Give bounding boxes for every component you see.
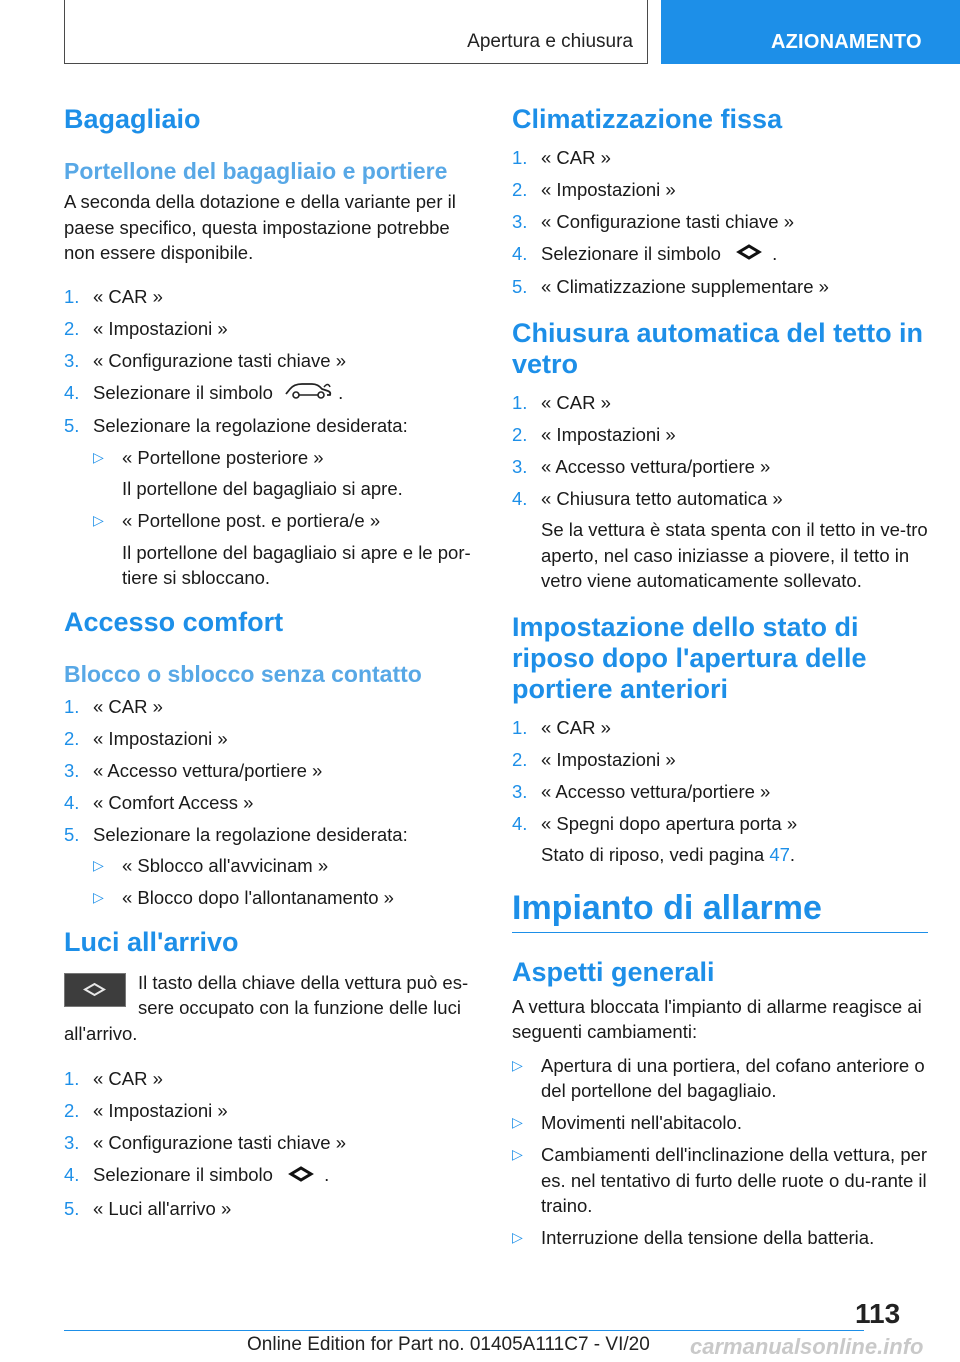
left-column <box>64 98 476 1228</box>
luci-steps <box>64 1066 476 1221</box>
list-item: 5. « Luci all'arrivo » <box>64 1197 232 1219</box>
bagagliaio-options <box>93 445 476 591</box>
heading-climatizzazione: Climatizzazione fissa <box>512 104 783 134</box>
list-item: ▷ Movimenti nell'abitacolo. <box>512 1110 928 1136</box>
list-item: 1. « CAR » <box>512 716 611 738</box>
allarme-intro: A vettura bloccata l'impianto di allarme reagisce ai seguenti cambiamenti: <box>512 995 922 1043</box>
watermark: carmanualsonline.info <box>690 1334 924 1359</box>
bagagliaio-intro: A seconda della dotazione e della variante per il paese specifico, questa impostazione potrebbe non essere disponibile. <box>64 191 456 263</box>
triangle-bullet-icon: ▷ <box>93 512 104 529</box>
list-item: ▷ « Portellone posteriore » Il portellone del bagagliaio si apre. <box>93 446 403 500</box>
footer-rule <box>64 1330 864 1331</box>
subheading-blocco: Blocco o sblocco senza contatto <box>64 660 422 687</box>
list-item: 2. « Impostazioni » <box>512 748 676 770</box>
right-column <box>512 98 928 1257</box>
list-item: 2. « Impostazioni » <box>512 423 676 445</box>
header-chapter-title: AZIONAMENTO <box>771 31 922 53</box>
list-item: 4. Selezionare il simbolo . <box>512 241 928 268</box>
list-item: 5. Selezionare la regolazione desiderata: ▷ « Sblocco all'avvicinam » ▷ « Blocco dopo l'allontanamento » <box>64 822 476 911</box>
riposo-note: Stato di riposo, vedi pagina 47. <box>541 844 796 866</box>
triangle-bullet-icon: ▷ <box>512 1114 523 1131</box>
car-trunk-icon <box>284 380 332 407</box>
list-item: 4. « Chiusura tetto automatica » Se la vettura è stata spenta con il tetto in ve-tro aperto, nel caso iniziasse a piovere, il tetto in vetro viene automaticamente sollevato. <box>512 486 928 594</box>
heading-impianto-allarme: Impianto di allarme <box>512 888 822 927</box>
list-item: 5. Selezionare la regolazione desiderata: ▷ « Portellone posteriore » Il portellone del bagagliaio si apre. ▷ « Portellone post. e portiera/e » Il portellone del bagagliaio si apre e le por-tiere si sbloccano. <box>64 413 476 591</box>
list-item: ▷ Cambiamenti dell'inclinazione della vettura, per es. nel tentativo di furto delle ruote o du-rante il traino. <box>512 1144 928 1217</box>
list-item: ▷ Apertura di una portiera, del cofano anteriore o del portellone del bagagliaio. <box>512 1054 925 1102</box>
heading-accesso-comfort: Accesso comfort <box>64 606 284 637</box>
list-item: ▷ « Blocco dopo l'allontanamento » <box>93 885 476 911</box>
tetto-note: Se la vettura è stata spenta con il tetto in ve-tro aperto, nel caso iniziasse a piovere, il tetto in vetro viene automaticamente sollevato. <box>541 519 928 592</box>
subheading-portellone: Portellone del bagagliaio e portiere <box>64 158 448 184</box>
heading-rule <box>512 932 928 933</box>
page-number: 113 <box>855 1298 901 1329</box>
list-item: 3. « Configurazione tasti chiave » <box>64 349 346 371</box>
list-item: 3. « Configurazione tasti chiave » <box>512 211 794 232</box>
light-diamond-icon <box>732 242 766 268</box>
list-item: ▷ « Portellone post. e portiera/e » Il portellone del bagagliaio si apre e le por-tiere si sbloccano. <box>93 510 471 589</box>
heading-aspetti-generali: Aspetti generali <box>512 956 715 987</box>
list-item: 5. « Climatizzazione supplementare » <box>512 276 829 298</box>
comfort-options <box>93 853 476 911</box>
light-diamond-icon <box>284 1164 318 1190</box>
luci-intro: Il tasto della chiave della vettura può es-sere occupato con la funzione delle luci all'arrivo. <box>64 971 469 1044</box>
key-button-image <box>64 973 126 1007</box>
list-item: 4. « Comfort Access » <box>64 791 254 813</box>
list-item: 1. « CAR » <box>512 147 611 168</box>
list-item: 1. « CAR » <box>64 1068 163 1090</box>
bagagliaio-steps <box>64 284 476 591</box>
header-section-box <box>64 0 648 64</box>
list-item: 3. « Accesso vettura/portiere » <box>512 455 771 477</box>
triangle-bullet-icon: ▷ <box>93 448 104 465</box>
triangle-bullet-icon: ▷ <box>93 889 104 906</box>
list-item: 1. « CAR » <box>64 695 163 717</box>
heading-stato-riposo: Impostazione dello stato di riposo dopo l'apertura delle portiere anteriori <box>512 611 867 704</box>
clima-steps <box>512 145 928 300</box>
riposo-steps <box>512 715 928 868</box>
tetto-steps <box>512 390 928 594</box>
page-link-47[interactable]: 47 <box>769 844 790 866</box>
triangle-bullet-icon: ▷ <box>512 1229 523 1246</box>
heading-tetto-vetro: Chiusura automatica del tetto in vetro <box>512 317 924 379</box>
luci-intro-block <box>64 970 476 1047</box>
list-item: 2. « Impostazioni » <box>64 1100 228 1122</box>
header-chapter-tab <box>661 0 960 64</box>
list-item: 4. Selezionare il simbolo . <box>64 1162 476 1189</box>
triangle-bullet-icon: ▷ <box>512 1146 523 1163</box>
header-section-title: Apertura e chiusura <box>467 31 633 52</box>
triangle-bullet-icon: ▷ <box>512 1056 523 1073</box>
list-item: ▷ « Sblocco all'avvicinam » <box>93 853 476 879</box>
list-item: 4. Selezionare il simbolo . <box>64 380 476 407</box>
list-item: 2. « Impostazioni » <box>64 727 228 749</box>
list-item: 1. « CAR » <box>64 285 163 307</box>
comfort-steps <box>64 694 476 911</box>
allarme-bullets <box>512 1053 928 1251</box>
list-item: 3. « Accesso vettura/portiere » <box>512 780 771 802</box>
list-item: 3. « Configurazione tasti chiave » <box>64 1132 346 1154</box>
triangle-bullet-icon: ▷ <box>93 857 104 874</box>
footer-edition: Online Edition for Part no. 01405A111C7 - VI/20 <box>247 1334 650 1355</box>
heading-luci-arrivo: Luci all'arrivo <box>64 926 239 957</box>
list-item: 3. « Accesso vettura/portiere » <box>64 759 323 781</box>
list-item: 4. « Spegni dopo apertura porta » Stato di riposo, vedi pagina 47. <box>512 811 928 868</box>
heading-bagagliaio: Bagagliaio <box>64 104 201 134</box>
list-item: 2. « Impostazioni » <box>64 317 228 339</box>
list-item: ▷ Interruzione della tensione della batteria. <box>512 1225 928 1251</box>
list-item: 1. « CAR » <box>512 391 611 413</box>
list-item: 2. « Impostazioni » <box>512 179 676 200</box>
